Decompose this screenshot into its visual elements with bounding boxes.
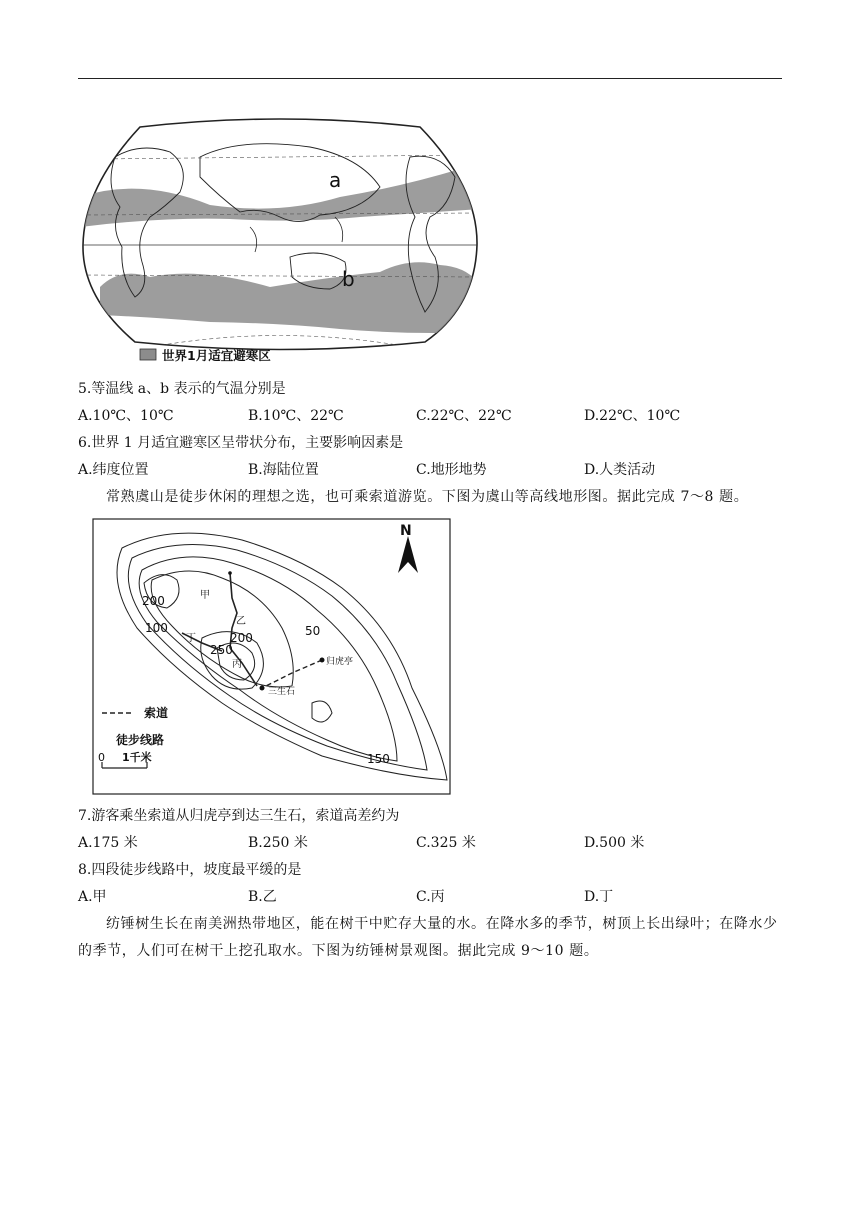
question-8-stem: 8.四段徒步线路中，坡度最平缓的是: [78, 862, 302, 878]
scale-length: 1千米: [122, 751, 152, 764]
place-label: 丙: [232, 659, 242, 670]
q8-option-d[interactable]: D.丁: [584, 889, 614, 905]
q8-option-c[interactable]: C.丙: [416, 889, 445, 905]
contour-label: 150: [367, 752, 390, 766]
place-label: 乙: [236, 616, 246, 627]
q7-option-a[interactable]: A.175 米: [78, 835, 138, 851]
intro-paragraph-7-8: 常熟虞山是徒步休闲的理想之选，也可乘索道游览。下图为虞山等高线地形图。据此完成 7～8 题。: [106, 489, 749, 505]
q7-option-b[interactable]: B.250 米: [248, 835, 308, 851]
place-label: 三生石: [268, 687, 296, 697]
contour-label: 100: [145, 621, 168, 635]
north-label: N: [400, 523, 412, 539]
isotherm-label-b: b: [342, 267, 355, 291]
map-legend: 世界1月适宜避寒区: [162, 348, 271, 363]
header-rule: [78, 78, 782, 79]
question-6-stem: 6.世界 1 月适宜避寒区呈带状分布，主要影响因素是: [78, 435, 404, 451]
question-7-stem: 7.游客乘坐索道从归虎亭到达三生石，索道高差约为: [78, 808, 400, 824]
contour-label: 250: [210, 643, 233, 657]
q7-option-c[interactable]: C.325 米: [416, 835, 476, 851]
place-label: 甲: [200, 590, 210, 601]
world-map-figure: [80, 117, 480, 370]
contour-label: 200: [230, 631, 253, 645]
legend-trail: 徒步线路: [116, 733, 165, 747]
q5-option-a[interactable]: A.10℃、10℃: [78, 408, 174, 424]
question-5-stem: 5.等温线 a、b 表示的气温分别是: [78, 381, 286, 397]
contour-label: 50: [305, 624, 321, 638]
q7-option-d[interactable]: D.500 米: [584, 835, 645, 851]
place-label: 归虎亭: [326, 657, 354, 667]
q8-option-a[interactable]: A.甲: [78, 889, 107, 905]
legend-cableway: 索道: [144, 706, 169, 720]
q5-option-d[interactable]: D.22℃、10℃: [584, 408, 681, 424]
q6-option-a[interactable]: A.纬度位置: [78, 462, 149, 478]
contour-label: 200: [142, 594, 165, 608]
q5-option-b[interactable]: B.10℃、22℃: [248, 408, 344, 424]
contour-map-figure: [92, 518, 452, 796]
intro-paragraph-9-10: 纺锤树生长在南美洲热带地区，能在树干中贮存大量的水。在降水多的季节，树顶上长出绿叶；在降水少的季节，人们可在树干上挖孔取水。下图为纺锤树景观图。据此完成 9～10 题。: [78, 916, 778, 959]
q8-option-b[interactable]: B.乙: [248, 889, 277, 905]
q6-option-b[interactable]: B.海陆位置: [248, 462, 319, 478]
scale-zero: 0: [98, 751, 105, 764]
isotherm-label-a: a: [329, 168, 342, 192]
q5-option-c[interactable]: C.22℃、22℃: [416, 408, 512, 424]
q6-option-c[interactable]: C.地形地势: [416, 462, 487, 478]
q6-option-d[interactable]: D.人类活动: [584, 462, 656, 478]
place-label: 丁: [186, 633, 196, 644]
